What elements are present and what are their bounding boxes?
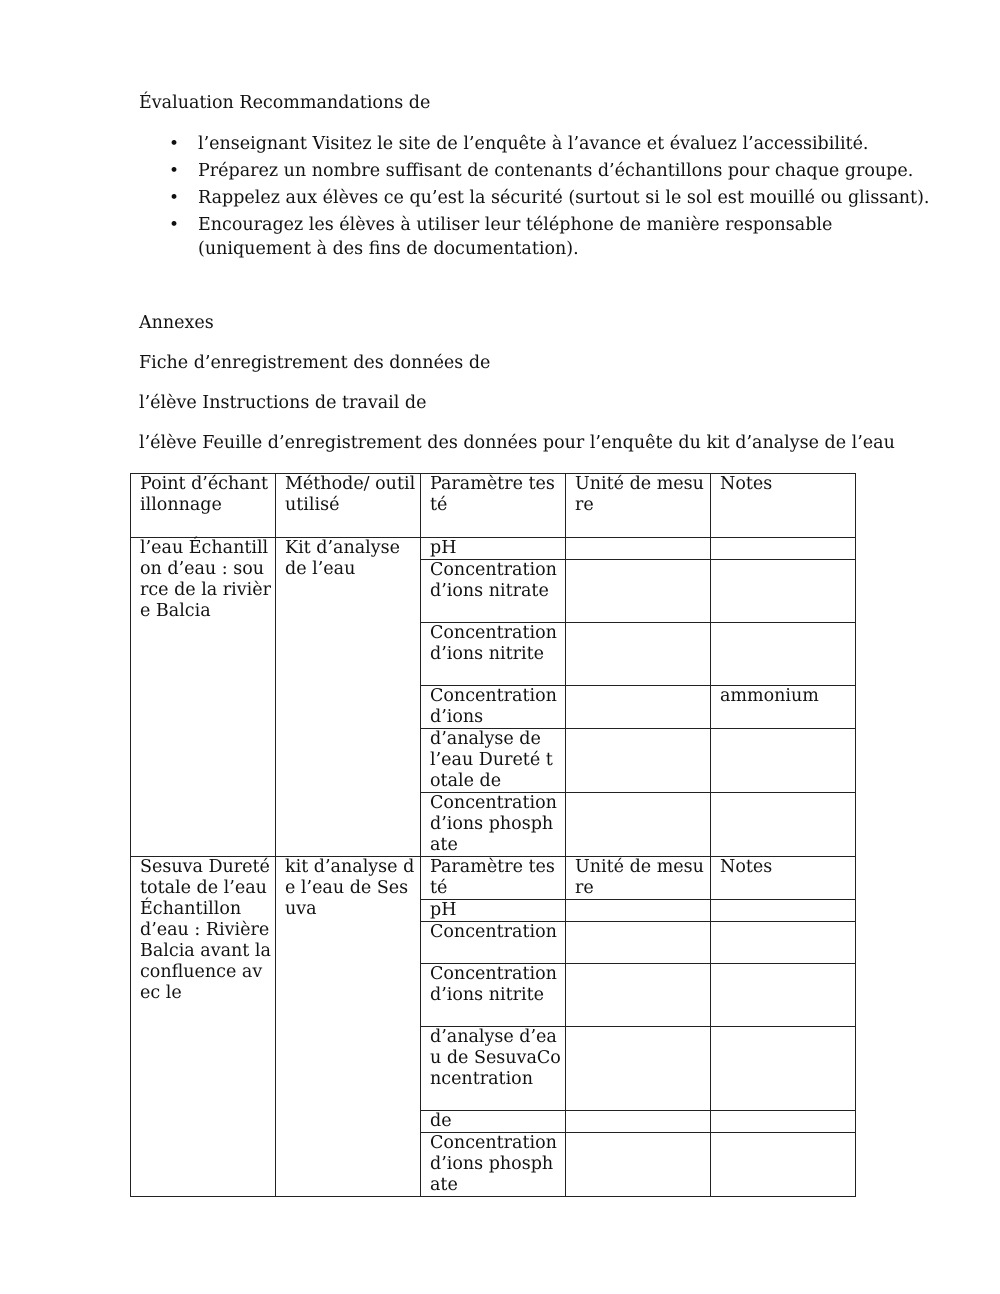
notes-cell <box>711 793 856 857</box>
list-item: • Préparez un nombre suffisant de contenants d’échantillons pour chaque groupe. <box>169 161 914 181</box>
method-cell: Kit d’analyse de l’eau <box>276 538 421 857</box>
unit-cell <box>566 900 711 922</box>
parameter-cell: Concentration d’ions nitrate <box>421 560 566 623</box>
parameter-cell: Concentration <box>421 922 566 964</box>
table-row <box>131 538 856 560</box>
header-cell: Paramètre testé <box>421 474 566 538</box>
bullet-icon: • <box>169 188 180 208</box>
header-cell: Point d’échantillonnage <box>131 474 276 538</box>
notes-cell: ammonium <box>711 686 856 729</box>
parameter-cell: d’analyse de l’eau Dureté totale de <box>421 729 566 793</box>
notes-cell: Notes <box>711 857 856 900</box>
notes-cell <box>711 964 856 1027</box>
parameter-cell: Paramètre testé <box>421 857 566 900</box>
parameter-cell: Concentration d’ions phosphate <box>421 793 566 857</box>
fiche-line: Fiche d’enregistrement des données de <box>139 353 491 373</box>
data-record-table <box>130 473 856 1197</box>
unit-cell <box>566 729 711 793</box>
unit-cell <box>566 922 711 964</box>
table-header-row <box>131 474 856 538</box>
notes-cell <box>711 623 856 686</box>
unit-cell: Unité de mesure <box>566 857 711 900</box>
header-cell: Méthode/ outil utilisé <box>276 474 421 538</box>
header-cell: Unité de mesure <box>566 474 711 538</box>
unit-cell <box>566 1027 711 1111</box>
notes-cell <box>711 538 856 560</box>
unit-cell <box>566 964 711 1027</box>
notes-cell <box>711 560 856 623</box>
parameter-cell: pH <box>421 900 566 922</box>
parameter-cell: d’analyse d’eau de SesuvaConcentration <box>421 1027 566 1111</box>
notes-cell <box>711 1133 856 1197</box>
annexes-heading: Annexes <box>139 313 214 333</box>
unit-cell <box>566 560 711 623</box>
instructions-line: l’élève Instructions de travail de <box>139 393 427 413</box>
parameter-cell: de <box>421 1111 566 1133</box>
bullet-icon: • <box>169 134 180 154</box>
recommendations-list <box>139 132 969 264</box>
parameter-cell: Concentration d’ions phosphate <box>421 1133 566 1197</box>
parameter-cell: Concentration d’ions nitrite <box>421 964 566 1027</box>
list-item: • l’enseignant Visitez le site de l’enquête à l’avance et évaluez l’accessibilité. <box>169 134 869 154</box>
list-item: • Encouragez les élèves à utiliser leur téléphone de manière responsable (uniquement à des fins de documentation). <box>169 215 833 259</box>
evaluation-heading: Évaluation Recommandations de <box>139 93 431 113</box>
parameter-cell: Concentration d’ions <box>421 686 566 729</box>
unit-cell <box>566 623 711 686</box>
unit-cell <box>566 1133 711 1197</box>
header-cell: Notes <box>711 474 856 538</box>
parameter-cell: Concentration d’ions nitrite <box>421 623 566 686</box>
unit-cell <box>566 538 711 560</box>
notes-cell <box>711 922 856 964</box>
unit-cell <box>566 793 711 857</box>
bullet-icon: • <box>169 161 180 181</box>
feuille-line: l’élève Feuille d’enregistrement des données pour l’enquête du kit d’analyse de l’eau <box>139 433 895 453</box>
parameter-cell: pH <box>421 538 566 560</box>
sampling-point-cell: l’eau Échantillon d’eau : source de la rivière Balcia <box>131 538 276 857</box>
bullet-icon: • <box>169 215 180 235</box>
table-row <box>131 857 856 900</box>
list-item: • Rappelez aux élèves ce qu’est la sécurité (surtout si le sol est mouillé ou glissant). <box>169 188 930 208</box>
notes-cell <box>711 1111 856 1133</box>
notes-cell <box>711 900 856 922</box>
notes-cell <box>711 729 856 793</box>
unit-cell <box>566 686 711 729</box>
sampling-point-cell: Sesuva Dureté totale de l’eau Échantillon d’eau : Rivière Balcia avant la confluence avec le <box>131 857 276 1197</box>
notes-cell <box>711 1027 856 1111</box>
unit-cell <box>566 1111 711 1133</box>
method-cell: kit d’analyse de l’eau de Sesuva <box>276 857 421 1197</box>
